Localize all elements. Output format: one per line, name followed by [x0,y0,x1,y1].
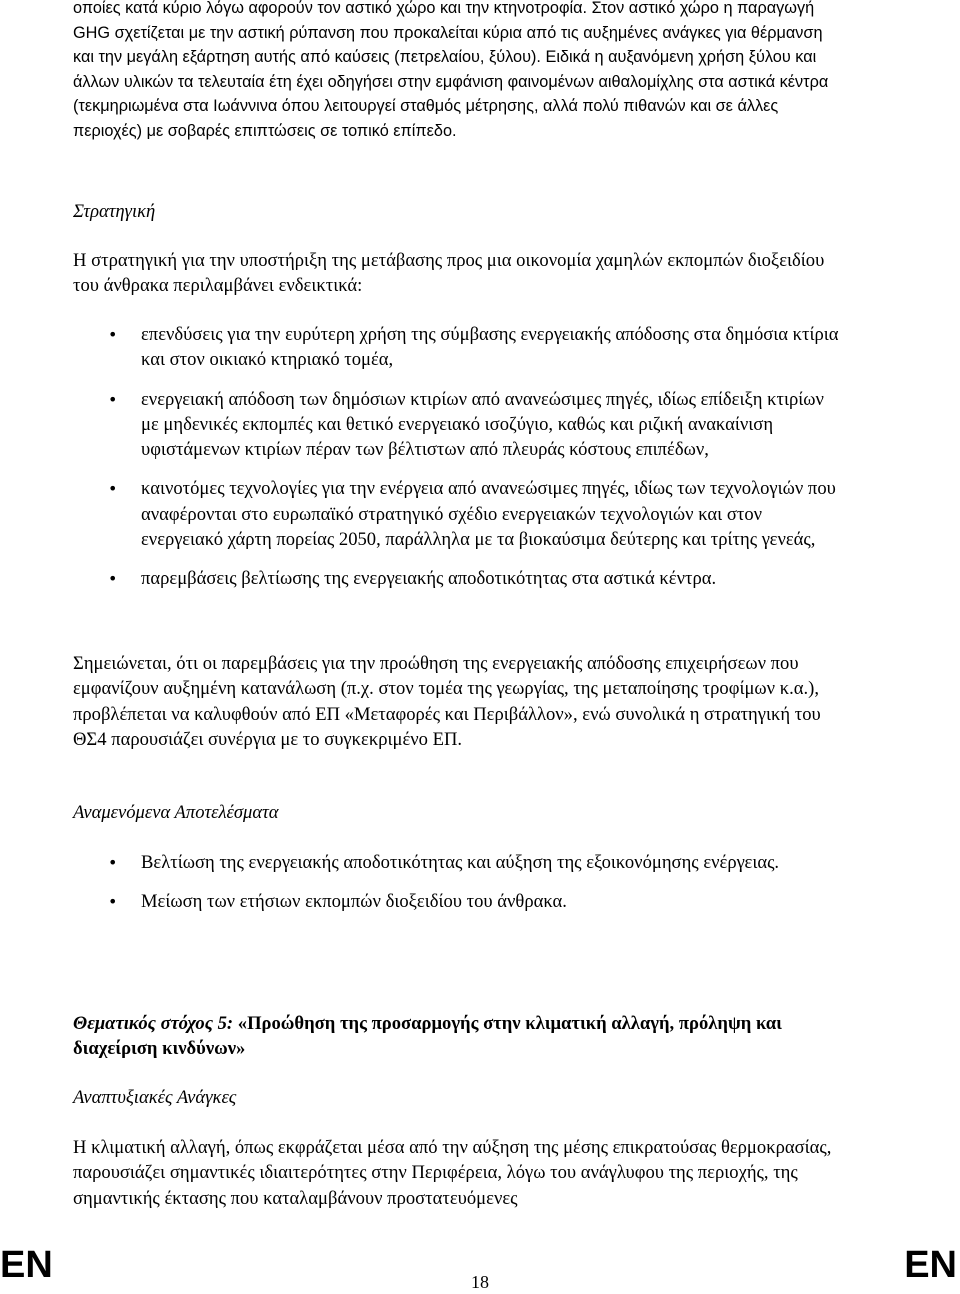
list-item [73,322,843,373]
bullet-icon: • [108,479,118,499]
page-number: 18 [471,1272,489,1292]
development-needs-heading: Αναπτυξιακές Ανάγκες [73,1087,237,1108]
development-needs-paragraph: Η κλιματική αλλαγή, όπως εκφράζεται μέσα από την αύξηση της μέσης επικρατούσας θερμοκρασίας, παρουσιάζει σημαντικές ιδιαιτερότητες στην Περιφέρεια, λόγω του ανάγλυφου της περιοχής, της σημαντικής έκτασης που καταλαμβάνουν προστατευόμενες [73,1137,832,1209]
expected-results-bullet-list [73,850,843,915]
bullet-icon: • [108,325,118,344]
strategy-intro: Η στρατηγική για την υποστήριξη της μετάβασης προς μια οικονομία χαμηλών εκπομπών διοξειδίου του άνθρακα περιλαμβάνει ενδεικτικά: [73,250,825,297]
bullet-icon: • [108,853,118,872]
thematic-goal-label: Θεματικός στόχος 5: [73,1013,234,1034]
list-item-text: Μείωση των ετήσιων εκπομπών διοξειδίου του άνθρακα. [141,891,567,913]
strategy-bullet-list [73,322,843,592]
list-item [73,476,843,552]
list-item [73,387,843,463]
bullet-icon: • [108,892,118,912]
strategy-heading: Στρατηγική [73,201,156,222]
expected-results-heading: Αναμενόμενα Αποτελέσματα [73,802,279,823]
strategy-note: Σημειώνεται, ότι οι παρεμβάσεις για την προώθηση της ενεργειακής απόδοσης επιχειρήσεων που εμφανίζουν αυξημένη κατανάλωση (π.χ. στον τομέα της γεωργίας, της μεταποίησης τροφίμων κ.α.), προβλέπεται να καλυφθούν από ΕΠ «Μεταφορές και Περιβάλλον», ενώ συνολικά η στρατηγική του ΘΣ4 παρουσιάζει συνέργια με το συγκεκριμένο ΕΠ. [73,653,821,750]
bullet-icon: • [108,569,118,589]
intro-paragraph: οποίες κατά κύριο λόγω αφορούν τον αστικό χώρο και την κτηνοτροφία. Στον αστικό χώρο η παραγωγή GHG σχετίζεται με την αστική ρύπανση που προκαλείται κύρια από τις αυξημένες ανάγκες για θέρμανση και την μεγάλη εξάρτηση αυτής από καύσεις (πετρελαίου, ξύλου). Ειδικά η αυξανόμενη χρήση ξύλου και άλλων υλικών τα τελευταία έτη έχει οδηγήσει στην εμφάνιση φαινομένων αιθαλομίχλης στα αστικά κέντρα (τεκμηριωμένα στα Ιωάννινα όπου λειτουργεί σταθμός μέτρησης, αλλά πολύ πιθανών και σε άλλες περιοχές) με σοβαρές επιπτώσεις σε τοπικό επίπεδο. [73,0,829,140]
bullet-icon: • [108,389,118,409]
thematic-goal-title: «Προώθηση της προσαρμογής στην κλιματική αλλαγή, πρόληψη και διαχείριση κινδύνων» [73,1013,782,1060]
list-item [73,889,843,914]
list-item-text: επενδύσεις για την ευρύτερη χρήση της σύμβασης ενεργειακής απόδοσης στα δημόσια κτίρια και στον οικιακό κτηριακό τομέα, [141,324,839,371]
list-item-text: ενεργειακή απόδοση των δημόσιων κτιρίων από ανανεώσιμες πηγές, ιδίως επίδειξη κτιρίων με μηδενικές εκπομπές και θετικό ενεργειακό ισοζύγιο, καθώς και ριζική ανακαίνιση υφιστάμενων κτιρίων πέραν των βέλτιστων από πλευράς κόστους επιπέδων, [141,388,824,461]
list-item [73,850,843,875]
thematic-goal-heading [73,1011,843,1062]
list-item-text: παρεμβάσεις βελτίωσης της ενεργειακής αποδοτικότητας στα αστικά κέντρα. [141,568,717,590]
list-item-text: Βελτίωση της ενεργειακής αποδοτικότητας και αύξηση της εξοικονόμησης ενέργειας. [141,852,780,873]
footer-language-right: EN [904,1244,957,1286]
list-item-text: καινοτόμες τεχνολογίες για την ενέργεια από ανανεώσιμες πηγές, ιδίως των τεχνολογιών που αναφέρονται στο ευρωπαϊκό στρατηγικό σχέδιο ενεργειακών τεχνολογιών και στον ενεργειακό χάρτη πορείας 2050, παράλληλα με τα βιοκαύσιμα δεύτερης και τρίτης γενεάς, [141,478,836,551]
footer-language-left: EN [0,1244,53,1286]
list-item [73,566,843,591]
